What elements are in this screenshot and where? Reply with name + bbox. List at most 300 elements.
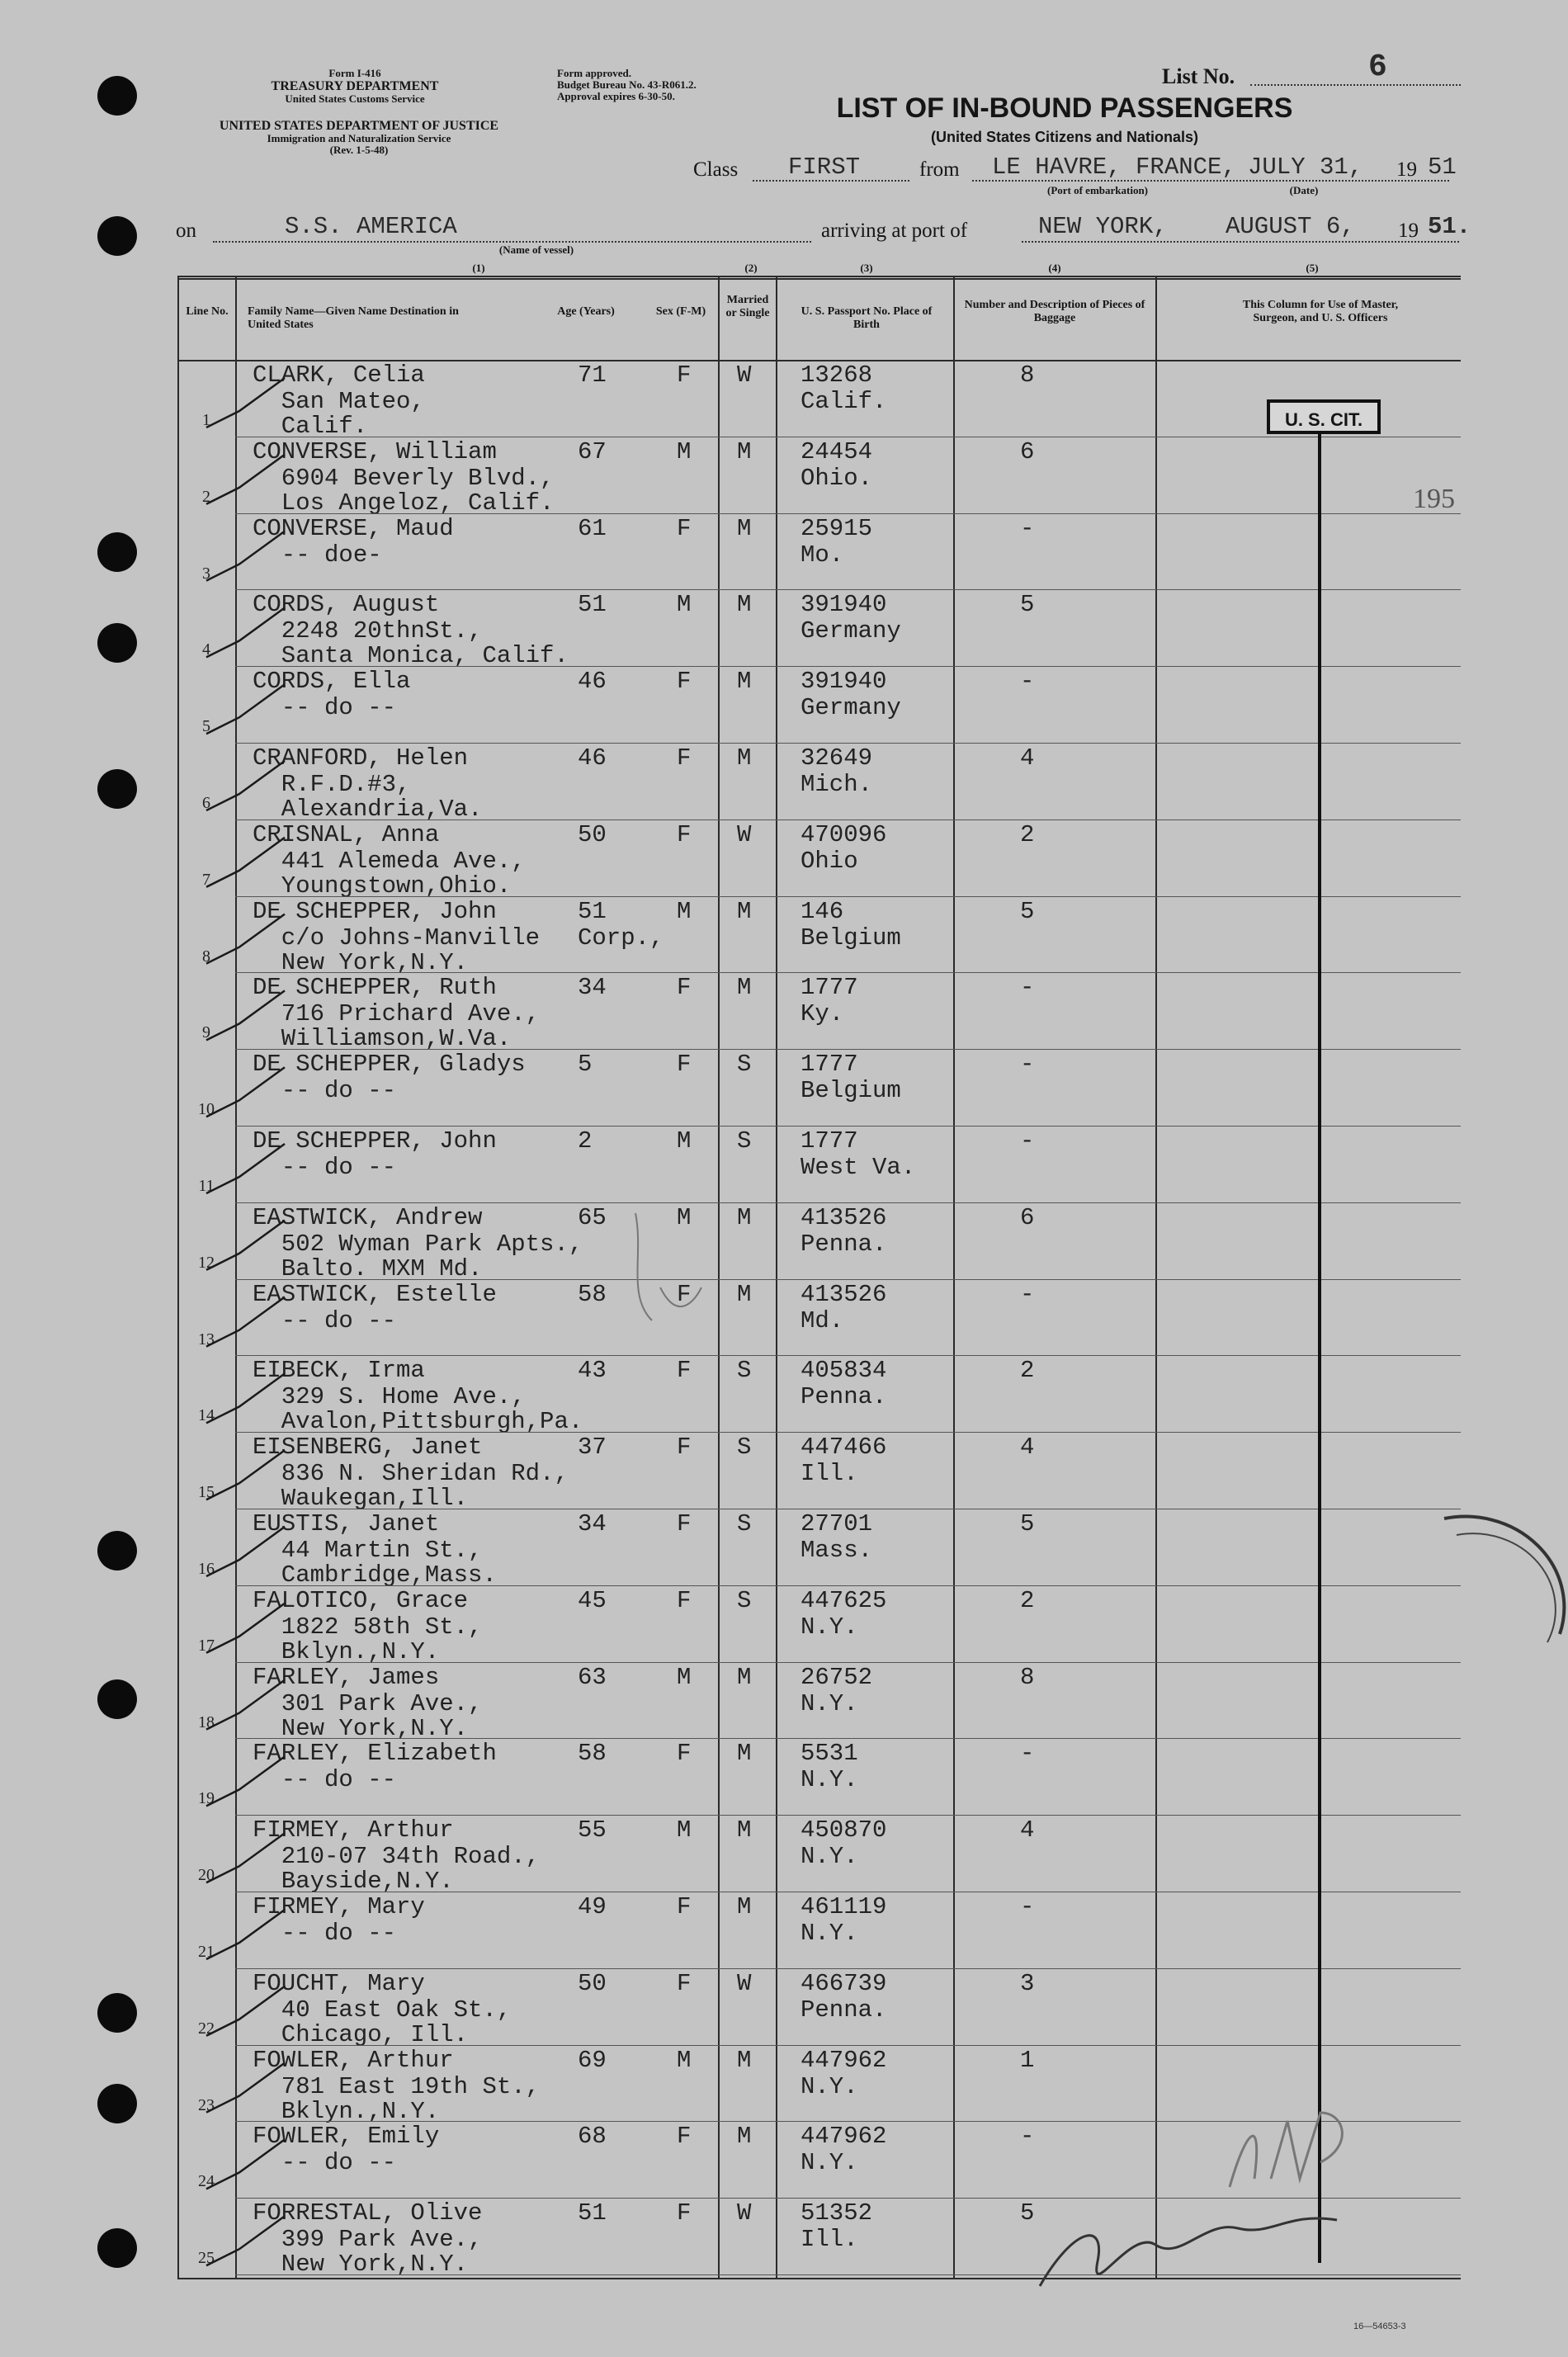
passenger-name: CRANFORD, Helen — [253, 744, 469, 772]
place-of-birth: N.Y. — [801, 2072, 858, 2100]
age-cell: 50 — [578, 1969, 607, 1997]
destination-line-2: Williamson,W.Va. — [253, 1025, 512, 1053]
place-of-birth: Mass. — [801, 1537, 873, 1564]
check-mark — [206, 531, 285, 581]
passenger-name: FOWLER, Arthur — [253, 2046, 454, 2074]
age-cell: 58 — [578, 1740, 607, 1768]
destination-line-1: 2248 20thnSt., — [253, 617, 483, 645]
baggage-count: - — [1020, 1740, 1035, 1768]
age-cell: 71 — [578, 361, 607, 389]
marital-status-cell: M — [737, 1663, 752, 1691]
passport-number: 27701 — [801, 1510, 873, 1537]
marital-status-cell: M — [737, 1280, 752, 1308]
line-number: 7 — [202, 870, 210, 889]
destination-line-2: Youngstown,Ohio. — [253, 871, 512, 900]
passport-number: 5531 — [801, 1740, 858, 1768]
check-mark — [206, 838, 285, 887]
list-no-label: List No. — [1162, 64, 1235, 88]
col-header-officers: This Column for Use of Master, Surgeon, and U. S. Officers — [1242, 299, 1399, 324]
check-mark — [206, 455, 285, 504]
destination-line-1: -- doe- — [253, 541, 382, 569]
customs-service: United States Customs Service — [285, 92, 425, 105]
destination-line-1: -- do -- — [253, 1766, 397, 1794]
marital-status-cell: M — [737, 1203, 752, 1231]
place-of-birth: N.Y. — [801, 2149, 858, 2177]
list-no-value: 6 — [1368, 50, 1387, 85]
passenger-name: CRISNAL, Anna — [253, 820, 440, 848]
passenger-name: DE SCHEPPER, Ruth — [253, 974, 497, 1002]
check-mark — [206, 1221, 285, 1270]
passport-number: 26752 — [801, 1663, 873, 1691]
destination-line-1: -- do -- — [253, 694, 397, 722]
initials-scribble — [1230, 2113, 1342, 2187]
marital-status-cell: M — [737, 514, 752, 542]
passenger-name: EASTWICK, Andrew — [253, 1203, 483, 1231]
baggage-count: - — [1020, 974, 1035, 1002]
form-approved: Form approved. — [557, 67, 632, 79]
check-mark — [206, 761, 285, 810]
place-of-birth: Germany — [801, 617, 901, 645]
place-of-birth: Ohio — [801, 847, 858, 875]
passport-number: 391940 — [801, 591, 887, 619]
passport-number: 51352 — [801, 2199, 873, 2227]
marital-status-cell: W — [737, 1969, 752, 1997]
line-number: 17 — [198, 1636, 215, 1655]
check-mark — [206, 1067, 285, 1117]
passenger-name: DE SCHEPPER, Gladys — [253, 1051, 526, 1079]
date-caption: (Date) — [1289, 184, 1319, 196]
arrival-date: AUGUST 6, — [1226, 213, 1355, 240]
baggage-count: 3 — [1020, 1969, 1035, 1997]
passenger-name: CONVERSE, Maud — [253, 514, 454, 542]
passport-number: 447962 — [801, 2046, 887, 2074]
sex-cell: M — [677, 2046, 692, 2074]
destination-line-2: Bklyn.,N.Y. — [253, 2097, 440, 2125]
passenger-name: CORDS, Ella — [253, 668, 411, 696]
passport-number: 146 — [801, 897, 844, 925]
budget-bureau: Budget Bureau No. 43-R061.2. — [557, 78, 697, 91]
line-number: 11 — [198, 1177, 215, 1195]
check-mark — [206, 2216, 285, 2265]
sex-cell: M — [677, 1663, 692, 1691]
age-cell: 58 — [578, 1280, 607, 1308]
age-cell: 37 — [578, 1434, 607, 1462]
sex-cell: M — [677, 897, 692, 925]
age-cell: 2 — [578, 1127, 593, 1155]
check-mark — [206, 914, 285, 964]
place-of-birth: Ky. — [801, 1000, 844, 1028]
destination-line-1: -- do -- — [253, 1306, 397, 1334]
passport-number: 1777 — [801, 1127, 858, 1155]
destination-line-1: 329 S. Home Ave., — [253, 1383, 526, 1411]
passport-number: 1777 — [801, 974, 858, 1002]
col-num-5: (5) — [1306, 262, 1319, 274]
baggage-count: 8 — [1020, 1663, 1035, 1691]
place-of-birth: N.Y. — [801, 1766, 858, 1794]
destination-line-2: New York,N.Y. — [253, 948, 469, 976]
port-of-embarkation: LE HAVRE, FRANCE, — [992, 154, 1236, 181]
check-mark — [206, 684, 285, 734]
treasury-dept: TREASURY DEPARTMENT — [271, 79, 439, 93]
check-mark — [206, 1680, 285, 1730]
check-mark — [206, 1604, 285, 1653]
line-number: 22 — [198, 2019, 215, 2038]
vessel-name: S.S. AMERICA — [285, 213, 457, 240]
passport-number: 461119 — [801, 1893, 887, 1920]
destination-line-1: R.F.D.#3, — [253, 771, 411, 798]
passenger-name: EIBECK, Irma — [253, 1357, 425, 1385]
place-of-birth: West Va. — [801, 1154, 916, 1181]
line-number: 3 — [202, 564, 210, 583]
sex-cell: F — [677, 514, 692, 542]
marital-status-cell: M — [737, 1893, 752, 1920]
line-number: 15 — [198, 1483, 215, 1502]
passport-number: 447625 — [801, 1586, 887, 1614]
footer-code: 16—54653-3 — [1353, 2322, 1406, 2331]
marital-status-cell: M — [737, 1816, 752, 1845]
embarkation-date: JULY 31, — [1248, 154, 1363, 181]
passenger-name: DE SCHEPPER, John — [253, 897, 497, 925]
destination-line-1: 502 Wyman Park Apts., — [253, 1230, 583, 1258]
col-num-1: (1) — [472, 262, 485, 274]
sex-cell: F — [677, 2199, 692, 2227]
passport-number: 391940 — [801, 668, 887, 696]
arriving-label: arriving at port of — [821, 220, 968, 242]
baggage-count: - — [1020, 1127, 1035, 1155]
marital-status-cell: M — [737, 744, 752, 772]
sex-cell: F — [677, 1280, 692, 1308]
marital-status-cell: M — [737, 897, 752, 925]
col-header-name: Family Name—Given Name Destination in United States — [248, 305, 459, 331]
place-of-birth: Mo. — [801, 541, 844, 569]
passenger-name: CONVERSE, William — [253, 437, 497, 465]
line-number: 19 — [198, 1789, 215, 1808]
line-number: 10 — [198, 1100, 215, 1119]
age-cell: 5 — [578, 1051, 593, 1079]
destination-line-1: 781 East 19th St., — [253, 2072, 541, 2100]
place-of-birth: N.Y. — [801, 1613, 858, 1641]
check-mark — [206, 607, 285, 657]
destination-line-2: Santa Monica, Calif. — [253, 642, 569, 670]
place-of-birth: N.Y. — [801, 1920, 858, 1947]
baggage-count: 6 — [1020, 437, 1035, 465]
baggage-count: - — [1020, 2123, 1035, 2151]
sex-cell: M — [677, 437, 692, 465]
marital-status-cell: S — [737, 1127, 752, 1155]
marital-status-cell: M — [737, 437, 752, 465]
age-cell: 55 — [578, 1816, 607, 1845]
marital-status-cell: M — [737, 2046, 752, 2074]
age-cell: 46 — [578, 668, 607, 696]
marital-status-cell: M — [737, 1740, 752, 1768]
sex-cell: F — [677, 974, 692, 1002]
destination-line-1: 441 Alemeda Ave., — [253, 847, 526, 875]
marital-status-cell: M — [737, 668, 752, 696]
line-number: 18 — [198, 1712, 215, 1731]
marital-status-cell: S — [737, 1434, 752, 1462]
place-of-birth: Penna. — [801, 1383, 887, 1411]
marital-status-cell: S — [737, 1586, 752, 1614]
baggage-count: 2 — [1020, 820, 1035, 848]
arrival-port: NEW YORK, — [1038, 213, 1168, 240]
col-num-2: (2) — [744, 262, 758, 274]
marital-status-cell: S — [737, 1510, 752, 1537]
place-of-birth: N.Y. — [801, 1689, 858, 1717]
margin-number: 195 — [1413, 484, 1455, 514]
passenger-name: FARLEY, James — [253, 1663, 440, 1691]
line-number: 5 — [202, 717, 210, 736]
destination-line-1: c/o Johns-Manville — [253, 923, 541, 952]
sex-cell: M — [677, 1816, 692, 1845]
form-number: Form I-416 — [328, 67, 381, 79]
marital-status-cell: M — [737, 591, 752, 619]
line-number: 16 — [198, 1560, 215, 1578]
destination-line-1: -- do -- — [253, 2149, 397, 2177]
sex-cell: F — [677, 1051, 692, 1079]
approval-expires: Approval expires 6-30-50. — [557, 90, 675, 102]
margin-scribble — [635, 1213, 701, 1320]
place-of-birth: Penna. — [801, 1230, 887, 1258]
revision: (Rev. 1-5-48) — [329, 144, 389, 156]
passport-number: 32649 — [801, 744, 873, 772]
check-mark — [206, 1450, 285, 1500]
page-subtitle: (United States Citizens and Nationals) — [930, 129, 1199, 145]
destination-line-1: 40 East Oak St., — [253, 1996, 512, 2024]
place-of-birth: Calif. — [801, 388, 887, 415]
sex-cell: F — [677, 2123, 692, 2151]
destination-line-2: Bayside,N.Y. — [253, 1868, 454, 1896]
col-num-4: (4) — [1048, 262, 1061, 274]
page-title: LIST OF IN-BOUND PASSENGERS — [836, 92, 1293, 124]
passenger-name: FOWLER, Emily — [253, 2123, 440, 2151]
year-value: 51 — [1428, 154, 1457, 181]
line-number: 23 — [198, 2095, 215, 2114]
line-number: 12 — [198, 1253, 215, 1272]
age-cell: 45 — [578, 1586, 607, 1614]
vessel-caption: (Name of vessel) — [498, 243, 574, 256]
place-of-birth: Md. — [801, 1306, 844, 1334]
destination-line-1: 399 Park Ave., — [253, 2226, 483, 2254]
destination-overflow: Corp., — [578, 923, 664, 952]
age-cell: 51 — [578, 897, 607, 925]
arrival-year-prefix: 19 — [1398, 220, 1419, 242]
baggage-count: 5 — [1020, 591, 1035, 619]
year-prefix: 19 — [1396, 158, 1417, 181]
sex-cell: F — [677, 361, 692, 389]
passenger-name: FIRMEY, Arthur — [253, 1816, 454, 1845]
destination-line-1: San Mateo, — [253, 388, 425, 415]
destination-line-2: Alexandria,Va. — [253, 796, 483, 823]
check-mark — [206, 1297, 285, 1347]
check-mark — [206, 1910, 285, 1959]
signature-scribble — [1040, 2218, 1337, 2286]
passenger-name: EASTWICK, Estelle — [253, 1280, 497, 1308]
age-cell: 34 — [578, 974, 607, 1002]
check-mark — [206, 1756, 285, 1806]
baggage-count: 1 — [1020, 2046, 1035, 2074]
line-number: 9 — [202, 1023, 210, 1042]
baggage-count: - — [1020, 668, 1035, 696]
age-cell: 50 — [578, 820, 607, 848]
destination-line-1: -- do -- — [253, 1154, 397, 1181]
passenger-name: EUSTIS, Janet — [253, 1510, 440, 1537]
sex-cell: F — [677, 1740, 692, 1768]
check-mark — [206, 1144, 285, 1193]
col-num-3: (3) — [860, 262, 873, 274]
passport-number: 413526 — [801, 1280, 887, 1308]
marital-status-cell: M — [737, 974, 752, 1002]
marital-status-cell: S — [737, 1357, 752, 1385]
passenger-name: FIRMEY, Mary — [253, 1893, 425, 1920]
passenger-name: FORRESTAL, Olive — [253, 2199, 483, 2227]
age-cell: 67 — [578, 437, 607, 465]
baggage-count: 2 — [1020, 1357, 1035, 1385]
baggage-count: 4 — [1020, 1816, 1035, 1845]
passport-number: 24454 — [801, 437, 873, 465]
port-caption: (Port of embarkation) — [1046, 184, 1149, 196]
line-number: 25 — [198, 2249, 215, 2268]
us-citizen-stamp: U. S. CIT. — [1267, 399, 1381, 434]
destination-line-2: Chicago, Ill. — [253, 2020, 469, 2048]
age-cell: 51 — [578, 2199, 607, 2227]
passenger-name: FALOTICO, Grace — [253, 1586, 469, 1614]
baggage-count: 6 — [1020, 1203, 1035, 1231]
destination-line-1: 716 Prichard Ave., — [253, 1000, 541, 1028]
sex-cell: F — [677, 744, 692, 772]
passport-number: 25915 — [801, 514, 873, 542]
sex-cell: F — [677, 1586, 692, 1614]
sex-cell: F — [677, 668, 692, 696]
place-of-birth: Belgium — [801, 923, 901, 952]
line-number: 21 — [198, 1943, 215, 1961]
destination-line-1: 44 Martin St., — [253, 1537, 483, 1564]
destination-line-1: -- do -- — [253, 1920, 397, 1947]
place-of-birth: Ohio. — [801, 464, 873, 492]
col-header-age: Age (Years) — [557, 305, 615, 318]
marital-status-cell: W — [737, 820, 752, 848]
line-number: 24 — [198, 2172, 215, 2191]
passenger-name: FARLEY, Elizabeth — [253, 1740, 497, 1768]
destination-line-1: 6904 Beverly Blvd., — [253, 464, 555, 492]
age-cell: 49 — [578, 1893, 607, 1920]
destination-line-2: New York,N.Y. — [253, 2251, 469, 2279]
passport-number: 405834 — [801, 1357, 887, 1385]
passport-number: 413526 — [801, 1203, 887, 1231]
sex-cell: F — [677, 1357, 692, 1385]
destination-line-2: Cambridge,Mass. — [253, 1561, 497, 1589]
line-number: 6 — [202, 794, 210, 812]
line-number: 20 — [198, 1866, 215, 1885]
baggage-count: - — [1020, 1893, 1035, 1920]
passport-number: 450870 — [801, 1816, 887, 1845]
destination-line-1: 836 N. Sheridan Rd., — [253, 1460, 569, 1488]
destination-line-2: New York,N.Y. — [253, 1714, 469, 1742]
passport-number: 470096 — [801, 820, 887, 848]
baggage-count: - — [1020, 1051, 1035, 1079]
sex-cell: F — [677, 1893, 692, 1920]
justice-dept: UNITED STATES DEPARTMENT OF JUSTICE — [219, 119, 499, 133]
passport-number: 1777 — [801, 1051, 858, 1079]
destination-line-2: Calif. — [253, 413, 368, 440]
destination-line-1: 210-07 34th Road., — [253, 1843, 541, 1871]
sex-cell: F — [677, 1969, 692, 1997]
age-cell: 68 — [578, 2123, 607, 2151]
baggage-count: 5 — [1020, 1510, 1035, 1537]
sex-cell: F — [677, 1510, 692, 1537]
baggage-count: 5 — [1020, 897, 1035, 925]
destination-line-2: Los Angeloz, Calif. — [253, 489, 555, 517]
baggage-count: - — [1020, 1280, 1035, 1308]
sex-cell: M — [677, 1127, 692, 1155]
age-cell: 63 — [578, 1663, 607, 1691]
place-of-birth: Ill. — [801, 2226, 858, 2254]
place-of-birth: N.Y. — [801, 1843, 858, 1871]
baggage-count: 4 — [1020, 744, 1035, 772]
col-header-line-no: Line No. — [186, 305, 229, 318]
sex-cell: F — [677, 1434, 692, 1462]
marital-status-cell: M — [737, 2123, 752, 2151]
place-of-birth: Germany — [801, 694, 901, 722]
class-label: Class — [693, 158, 739, 181]
destination-line-1: 301 Park Ave., — [253, 1689, 483, 1717]
col-header-sex: Sex (F-M) — [655, 305, 706, 318]
marital-status-cell: W — [737, 2199, 752, 2227]
passenger-name: CLARK, Celia — [253, 361, 425, 389]
on-label: on — [176, 220, 196, 242]
passenger-name: CORDS, August — [253, 591, 440, 619]
sex-cell: F — [677, 820, 692, 848]
age-cell: 34 — [578, 1510, 607, 1537]
destination-line-2: Avalon,Pittsburgh,Pa. — [253, 1408, 583, 1436]
sex-cell: M — [677, 1203, 692, 1231]
baggage-count: 2 — [1020, 1586, 1035, 1614]
destination-line-1: 1822 58th St., — [253, 1613, 483, 1641]
class-value: FIRST — [788, 154, 861, 181]
destination-line-1: -- do -- — [253, 1077, 397, 1105]
line-number: 8 — [202, 947, 210, 966]
age-cell: 69 — [578, 2046, 607, 2074]
col-header-baggage: Number and Description of Pieces of Baggage — [964, 299, 1145, 324]
check-mark — [206, 2063, 285, 2113]
destination-line-2: Balto. MXM Md. — [253, 1254, 483, 1282]
passenger-name: EISENBERG, Janet — [253, 1434, 483, 1462]
line-number: 14 — [198, 1406, 215, 1425]
line-number: 2 — [202, 487, 210, 506]
check-mark — [206, 1986, 285, 2036]
place-of-birth: Mich. — [801, 771, 873, 798]
passport-number: 466739 — [801, 1969, 887, 1997]
sex-cell: M — [677, 591, 692, 619]
check-mark — [206, 1373, 285, 1423]
from-label: from — [919, 158, 960, 181]
check-mark — [206, 990, 285, 1040]
place-of-birth: Penna. — [801, 1996, 887, 2024]
marital-status-cell: S — [737, 1051, 752, 1079]
age-cell: 65 — [578, 1203, 607, 1231]
passport-number: 447962 — [801, 2123, 887, 2151]
col-header-passport: U. S. Passport No. Place of Birth — [801, 305, 933, 331]
baggage-count: 8 — [1020, 361, 1035, 389]
check-mark — [206, 2139, 285, 2189]
check-mark — [206, 1527, 285, 1576]
baggage-count: 4 — [1020, 1434, 1035, 1462]
destination-line-2: Waukegan,Ill. — [253, 1485, 469, 1513]
passport-number: 447466 — [801, 1434, 887, 1462]
check-mark — [206, 1833, 285, 1882]
baggage-count: 5 — [1020, 2199, 1035, 2227]
line-number: 1 — [202, 411, 210, 429]
age-cell: 46 — [578, 744, 607, 772]
